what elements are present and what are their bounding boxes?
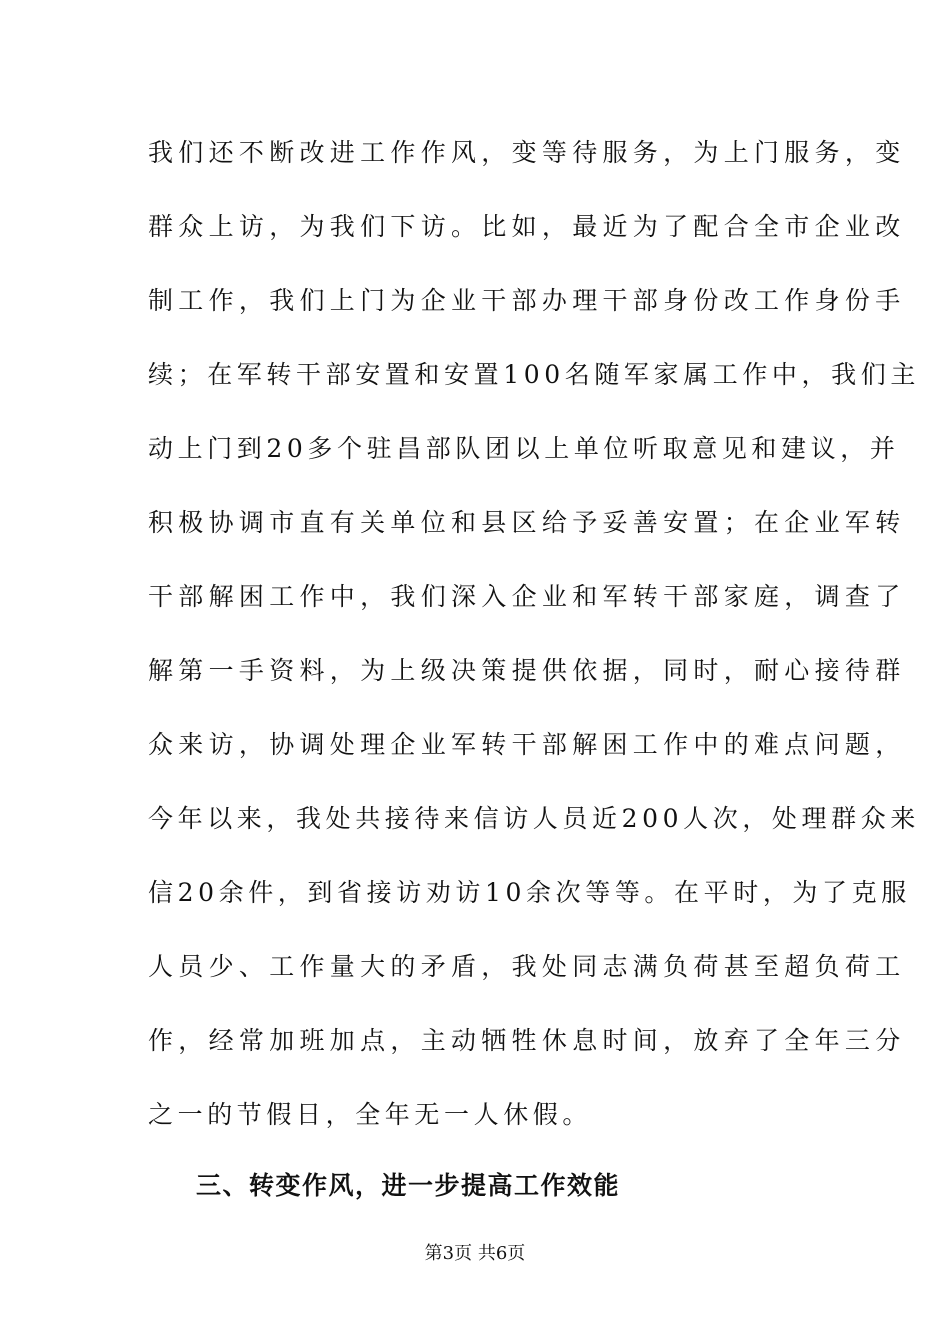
paragraph-line: 作，经常加班加点，主动牺牲休息时间，放弃了全年三分 <box>148 1026 906 1055</box>
paragraph-line: 动上门到20多个驻昌部队团以上单位听取意见和建议，并 <box>148 434 900 463</box>
paragraph-line: 今年以来，我处共接待来信访人员近200人次，处理群众来 <box>148 804 920 833</box>
paragraph-line: 续；在军转干部安置和安置100名随军家属工作中，我们主 <box>148 360 920 389</box>
body-paragraph <box>148 130 920 1166</box>
paragraph-line: 制工作，我们上门为企业干部办理干部身份改工作身份手 <box>148 286 906 315</box>
paragraph-line: 信20余件，到省接访劝访10余次等等。在平时，为了克服 <box>148 878 911 907</box>
paragraph-line: 积极协调市直有关单位和县区给予妥善安置；在企业军转 <box>148 508 906 537</box>
paragraph-line: 干部解困工作中，我们深入企业和军转干部家庭，调查了 <box>148 582 906 611</box>
page-number-footer: 第3页 共6页 <box>424 1243 526 1264</box>
paragraph-line: 我们还不断改进工作作风，变等待服务，为上门服务，变 <box>148 138 906 167</box>
section-heading: 三、转变作风，进一步提高工作效能 <box>196 1171 621 1200</box>
paragraph-line: 众来访，协调处理企业军转干部解困工作中的难点问题， <box>148 730 906 759</box>
paragraph-line: 解第一手资料，为上级决策提供依据，同时，耐心接待群 <box>148 656 906 685</box>
paragraph-line: 人员少、工作量大的矛盾，我处同志满负荷甚至超负荷工 <box>148 952 906 981</box>
paragraph-line: 之一的节假日，全年无一人休假。 <box>148 1100 593 1129</box>
paragraph-line: 群众上访，为我们下访。比如，最近为了配合全市企业改 <box>148 212 906 241</box>
